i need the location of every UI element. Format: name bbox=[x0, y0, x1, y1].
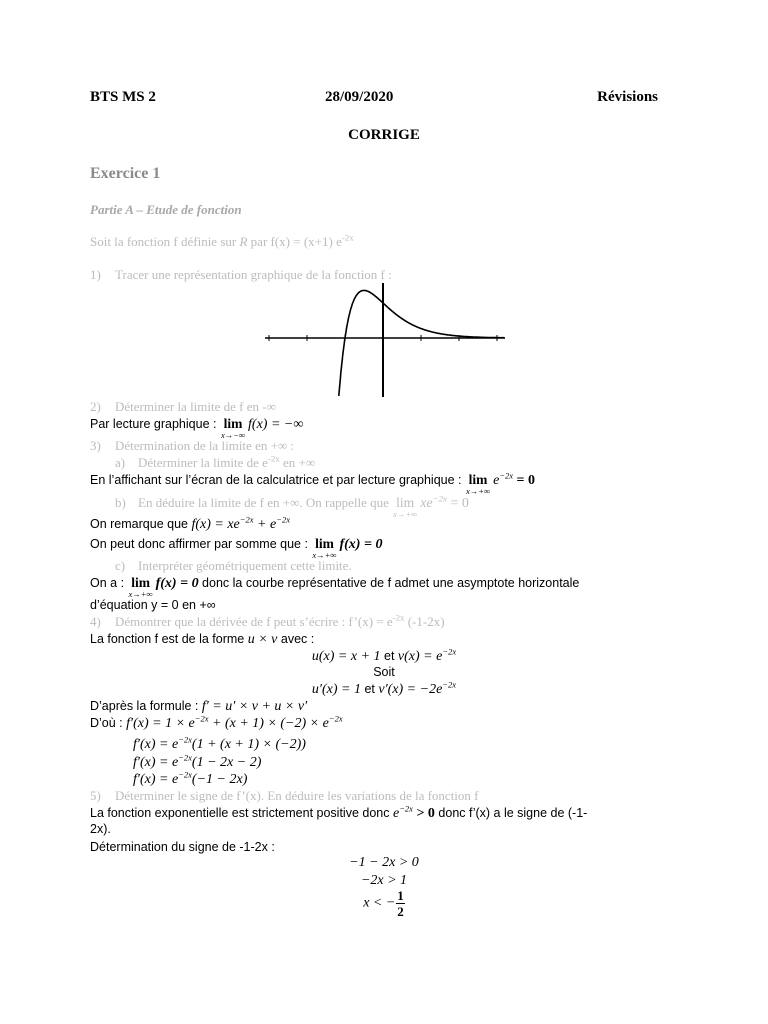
question-3c bbox=[115, 558, 352, 574]
function-definition bbox=[90, 234, 354, 250]
answer-3b-result: f(x) = 0 bbox=[339, 537, 383, 552]
answer-5-exp: −2x bbox=[399, 803, 413, 814]
question-2-number: 2) bbox=[90, 399, 101, 414]
step-3-exp: −2x bbox=[178, 752, 192, 763]
product-rule: f′ = u′ × v + u × v′ bbox=[201, 699, 308, 714]
answer-3b-text: On remarque que bbox=[90, 517, 192, 531]
question-3a-exponent: -2x bbox=[267, 453, 280, 464]
answer-3c-tail: donc la courbe représentative de f admet une asymptote horizontale bbox=[198, 576, 580, 590]
answer-4-formula-text: D’après la formule : bbox=[90, 699, 202, 713]
question-3a-text: Déterminer la limite de e bbox=[138, 455, 268, 470]
answer-4-step-4 bbox=[133, 771, 247, 788]
question-2 bbox=[90, 399, 276, 415]
question-2-text: Déterminer la limite de f en -∞ bbox=[115, 399, 276, 414]
limit-notation bbox=[221, 416, 245, 439]
question-3a-number: a) bbox=[115, 455, 126, 470]
answer-3c-result: f(x) = 0 bbox=[155, 576, 199, 591]
question-3c-text: Interpréter géométriquement cette limite. bbox=[138, 558, 352, 573]
exercise-heading: Exercice 1 bbox=[90, 165, 161, 182]
step-3-tail: (1 − 2x − 2) bbox=[191, 755, 262, 770]
answer-3b-exp-b: −2x bbox=[276, 514, 290, 525]
answer-2-text: Par lecture graphique : bbox=[90, 417, 220, 431]
answer-3a-base: e bbox=[493, 473, 500, 488]
step-2-expr: f′(x) = e bbox=[133, 737, 179, 752]
answer-4-step-1 bbox=[90, 715, 343, 732]
answer-4-soit: Soit bbox=[373, 665, 395, 679]
answer-3a-text: En l’affichant sur l’écran de la calculatrice et par lecture graphique : bbox=[90, 473, 465, 487]
answer-4-form-tail: avec : bbox=[277, 632, 315, 646]
limit-operator: lim bbox=[223, 416, 243, 431]
answer-3b-conclusion-text: On peut donc affirmer par somme que : bbox=[90, 537, 312, 551]
question-5-text: Déterminer le signe de f’(x). En déduire les variations de la fonction f bbox=[115, 788, 479, 803]
question-3a bbox=[115, 455, 315, 471]
question-3-number: 3) bbox=[90, 438, 101, 453]
v-derivative-exponent: −2x bbox=[442, 679, 457, 690]
step-1-exp-a: −2x bbox=[194, 713, 209, 724]
conjunction: et bbox=[380, 649, 398, 663]
question-4-tail: (-1-2x) bbox=[404, 614, 445, 629]
answer-4-step-1-text: D’où : bbox=[90, 716, 127, 730]
answer-3a-result: = 0 bbox=[513, 473, 536, 488]
answer-2 bbox=[90, 416, 303, 439]
definition-exponent: -2x bbox=[341, 232, 354, 243]
limit-notation bbox=[129, 575, 153, 598]
answer-3b-exp-a: −2x bbox=[239, 514, 254, 525]
fraction bbox=[396, 889, 405, 918]
answer-4-step-2 bbox=[133, 736, 306, 753]
inequality-step-2: −2x > 1 bbox=[360, 873, 408, 888]
header-class: BTS MS 2 bbox=[90, 89, 156, 105]
answer-5-base: e bbox=[392, 806, 400, 821]
question-3a-tail: en +∞ bbox=[279, 455, 316, 470]
v-definition: v(x) = e bbox=[397, 649, 443, 664]
answer-5-line-2: 2x). bbox=[90, 822, 111, 836]
question-3b-base: xe bbox=[420, 496, 433, 511]
limit-subscript: x→+∞ bbox=[465, 486, 491, 496]
answer-5-text: La fonction exponentielle est strictement positive donc bbox=[90, 806, 393, 820]
answer-4-formula bbox=[90, 698, 307, 715]
answer-3b-line-2 bbox=[90, 536, 382, 559]
question-4-exponent: -2x bbox=[392, 612, 405, 623]
fraction-numerator: 1 bbox=[397, 888, 404, 903]
step-1-exp-b: −2x bbox=[328, 713, 343, 724]
question-3b-exponent: −2x bbox=[432, 493, 447, 504]
question-3b-number: b) bbox=[115, 495, 126, 510]
step-1-expr-a: f′(x) = 1 × e bbox=[126, 716, 195, 731]
question-3b-text: En déduire la limite de f en +∞. On rappelle que bbox=[138, 495, 393, 510]
answer-3a-exponent: −2x bbox=[499, 470, 514, 481]
limit-notation bbox=[466, 472, 490, 495]
answer-3a bbox=[90, 472, 535, 495]
answer-3b-expr-b: + e bbox=[253, 517, 277, 532]
answer-5-tail: donc f’(x) a le signe de (-1- bbox=[434, 806, 588, 820]
u-derivative: u′(x) = 1 bbox=[311, 682, 361, 697]
question-4-text: Démontrer que la dérivée de f peut s’écrire : f’(x) = e bbox=[115, 614, 393, 629]
limit-subscript: x→−∞ bbox=[220, 430, 246, 440]
step-2-exp: −2x bbox=[178, 734, 192, 745]
answer-3c-text: On a : bbox=[90, 576, 128, 590]
answer-4-form-expr: u × v bbox=[247, 632, 278, 647]
inequality-step-1: −1 − 2x > 0 bbox=[349, 855, 419, 870]
answer-4-step-3 bbox=[133, 754, 261, 771]
answer-4-form-text: La fonction f est de la forme bbox=[90, 632, 248, 646]
answer-3b-expr-a: f(x) = xe bbox=[191, 517, 240, 532]
question-1-text: Tracer une représentation graphique de la fonction f : bbox=[115, 267, 392, 282]
question-3b-result: = 0 bbox=[446, 496, 469, 511]
question-3c-number: c) bbox=[115, 558, 126, 573]
answer-4-uv bbox=[0, 648, 768, 665]
fraction-denominator: 2 bbox=[397, 904, 404, 919]
v-exponent: −2x bbox=[442, 646, 457, 657]
u-definition: u(x) = x + 1 bbox=[311, 649, 381, 664]
header-date: 28/09/2020 bbox=[325, 89, 394, 105]
limit-subscript: x→+∞ bbox=[393, 509, 418, 519]
limit-subscript: x→+∞ bbox=[128, 589, 153, 599]
step-4-exp: −2x bbox=[178, 769, 192, 780]
step-1-expr-b: + (x + 1) × (−2) × e bbox=[208, 716, 329, 731]
step-4-tail: (−1 − 2x) bbox=[191, 772, 248, 787]
inequality-solution bbox=[0, 889, 768, 918]
definition-formula: par f(x) = (x+1) e bbox=[247, 234, 342, 249]
limit-operator: lim bbox=[131, 575, 150, 590]
answer-2-result: f(x) = −∞ bbox=[248, 417, 304, 432]
inequality-lhs: x < − bbox=[363, 895, 396, 911]
answer-5-line-1 bbox=[90, 805, 587, 822]
question-4-number: 4) bbox=[90, 614, 101, 629]
step-2-tail: (1 + (x + 1) × (−2)) bbox=[191, 737, 306, 752]
limit-subscript: x→+∞ bbox=[312, 550, 337, 560]
answer-3c-line-2: d’équation y = 0 en +∞ bbox=[90, 598, 216, 612]
question-5 bbox=[90, 788, 479, 804]
answer-4-form bbox=[90, 631, 314, 648]
limit-notation bbox=[312, 536, 336, 559]
definition-text: Soit la fonction f définie sur bbox=[90, 234, 240, 249]
answer-4-derivatives bbox=[0, 681, 768, 698]
conjunction: et bbox=[360, 682, 379, 696]
step-3-expr: f′(x) = e bbox=[133, 755, 179, 770]
step-4-expr: f′(x) = e bbox=[133, 772, 179, 787]
answer-5-sign-heading: Détermination du signe de -1-2x : bbox=[90, 840, 275, 854]
answer-5-inequality: > 0 bbox=[412, 806, 435, 821]
function-graph bbox=[260, 281, 510, 399]
limit-operator: lim bbox=[396, 495, 415, 510]
real-numbers-set: R bbox=[239, 234, 248, 249]
limit-operator: lim bbox=[468, 472, 488, 487]
function-curve bbox=[339, 290, 505, 396]
document-title: CORRIGE bbox=[348, 127, 420, 143]
answer-3b-line-1 bbox=[90, 516, 290, 533]
question-3b bbox=[115, 495, 469, 518]
v-derivative: v′(x) = −2e bbox=[378, 682, 443, 697]
limit-notation bbox=[393, 495, 417, 518]
question-5-number: 5) bbox=[90, 788, 101, 803]
question-3-text: Détermination de la limite en +∞ : bbox=[115, 438, 295, 453]
question-3 bbox=[90, 438, 294, 454]
answer-3c-line-1 bbox=[90, 575, 579, 598]
question-4 bbox=[90, 614, 445, 630]
question-1-number: 1) bbox=[90, 267, 101, 282]
part-heading: Partie A – Etude de fonction bbox=[90, 202, 242, 217]
limit-operator: lim bbox=[315, 536, 334, 551]
header-subject: Révisions bbox=[597, 89, 658, 105]
